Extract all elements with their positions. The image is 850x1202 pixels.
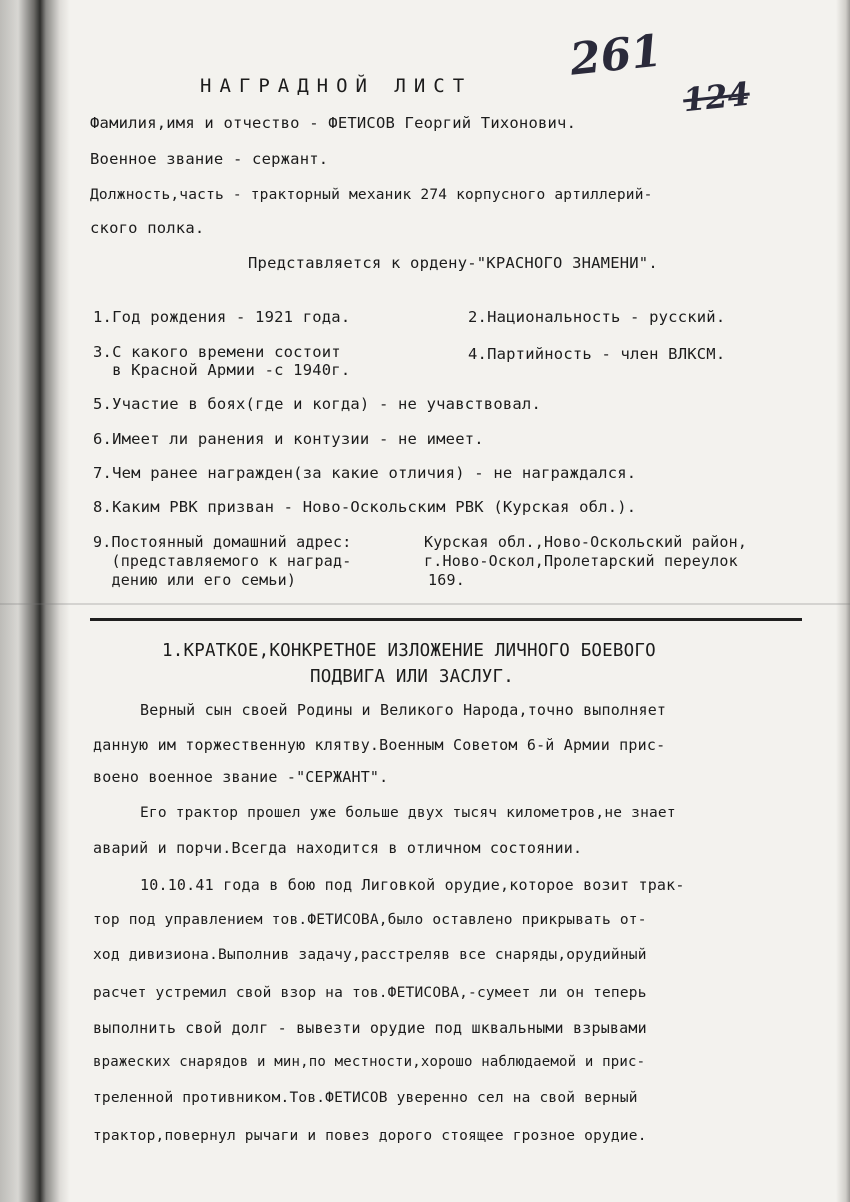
section-title-line-1: 1.КРАТКОЕ,КОНКРЕТНОЕ ИЗЛОЖЕНИЕ ЛИЧНОГО БОЕВОГО	[162, 641, 656, 661]
field-address-value-1: Курская обл.,Ново-Оскольский район,	[424, 533, 748, 551]
field-birth-year: 1.Год рождения - 1921 года.	[93, 308, 351, 326]
field-awards: 7.Чем ранее награжден(за какие отличия) - не награждался.	[93, 464, 637, 482]
body-line: данную им торжественную клятву.Военным Советом 6-й Армии прис-	[93, 736, 666, 754]
body-line: расчет устремил свой взор на тов.ФЕТИСОВА,-сумеет ли он теперь	[93, 985, 647, 1001]
field-address-label-3: дению или его семьи)	[93, 571, 297, 589]
scan-right-edge	[836, 0, 850, 1202]
scan-margin-shadow	[0, 0, 70, 1202]
section-divider	[90, 618, 802, 621]
nomination-line: Представляется к ордену-"КРАСНОГО ЗНАМЕНИ".	[248, 254, 658, 272]
position-line-1: Должность,часть - тракторный механик 274 корпусного артиллерий-	[90, 187, 653, 203]
body-line: ход дивизиона.Выполнив задачу,расстреляв все снаряды,орудийный	[93, 947, 647, 963]
rank-line: Военное звание - сержант.	[90, 150, 329, 168]
body-line: вражеских снарядов и мин,по местности,хорошо наблюдаемой и прис-	[93, 1054, 646, 1070]
field-address-label-2: (представляемого к наград-	[93, 552, 352, 570]
position-line-2: ского полка.	[90, 219, 205, 237]
name-line: Фамилия,имя и отчество - ФЕТИСОВ Георгий Тихонович.	[90, 114, 577, 132]
body-line: Верный сын своей Родины и Великого Народа,точно выполняет	[140, 701, 667, 719]
body-line: выполнить свой долг - вывезти орудие под шквальными взрывами	[93, 1019, 647, 1037]
field-party: 4.Партийность - член ВЛКСМ.	[468, 345, 726, 363]
field-battles: 5.Участие в боях(где и когда) - не учавствовал.	[93, 395, 541, 413]
field-nationality: 2.Национальность - русский.	[468, 308, 726, 326]
handwritten-page-number: 261	[567, 25, 665, 86]
body-line: треленной противником.Тов.ФЕТИСОВ уверенно сел на свой верный	[93, 1090, 638, 1106]
field-army-since-1: 3.С какого времени состоит	[93, 343, 341, 361]
field-address-label-1: 9.Постоянный домашний адрес:	[93, 533, 352, 551]
body-line: Его трактор прошел уже больше двух тысяч километров,не знает	[140, 805, 676, 821]
field-address-value-2: г.Ново-Оскол,Пролетарский переулок	[424, 552, 738, 570]
section-title-line-2: ПОДВИГА ИЛИ ЗАСЛУГ.	[310, 667, 514, 687]
body-line: трактор,повернул рычаги и повез дорого стоящее грозное орудие.	[93, 1128, 647, 1144]
body-line: тор под управлением тов.ФЕТИСОВА,было оставлено прикрывать от-	[93, 912, 647, 928]
body-line: воено военное звание -"СЕРЖАНТ".	[93, 768, 389, 786]
field-wounds: 6.Имеет ли ранения и контузии - не имеет.	[93, 430, 484, 448]
page-fold	[0, 603, 850, 605]
field-army-since-2: в Красной Армии -с 1940г.	[93, 361, 351, 379]
body-line: 10.10.41 года в бою под Лиговкой орудие,которое возит трак-	[140, 876, 685, 894]
body-line: аварий и порчи.Всегда находится в отличном состоянии.	[93, 839, 583, 857]
document-title: НАГРАДНОЙ ЛИСТ	[200, 75, 473, 97]
handwritten-crossed-number: 124	[681, 74, 752, 120]
field-address-value-3: 169.	[428, 571, 465, 589]
field-draft-office: 8.Каким РВК призван - Ново-Оскольским РВК (Курская обл.).	[93, 498, 637, 516]
